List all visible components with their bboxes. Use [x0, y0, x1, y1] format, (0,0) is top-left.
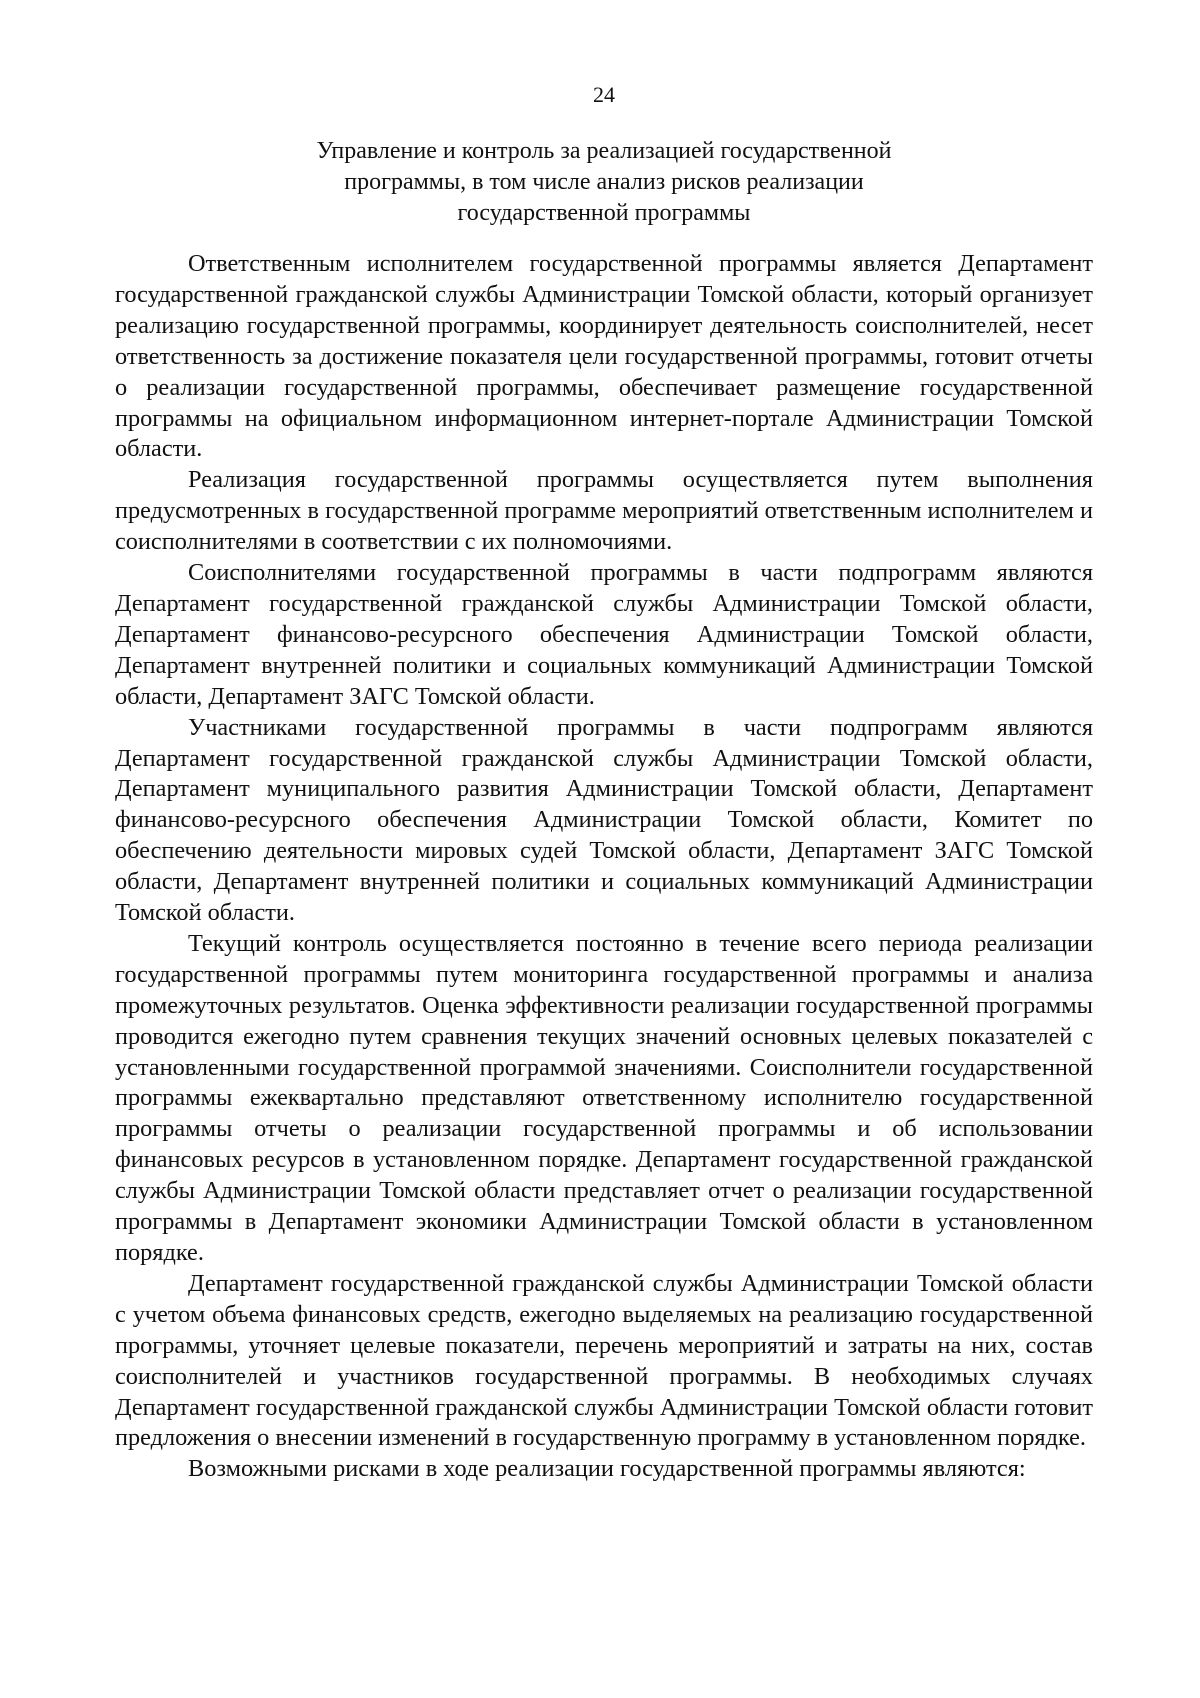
section-heading: [115, 136, 1093, 229]
paragraph-current-control: Текущий контроль осуществляется постоянно в течение всего периода реализации государственной программы путем мониторинга государственной программы и анализа промежуточных результатов. Оценка эффективности реализации государственной программы проводится ежегодно путем сравнения текущих значений основных целевых показателей с установленными государственной программой значениями. Соисполнители государственной программы ежеквартально представляют ответственному исполнителю государственной программы отчеты о реализации государственной программы и об использовании финансовых ресурсов в установленном порядке. Департамент государственной гражданской службы Администрации Томской области представляет отчет о реализации государственной программы в Департамент экономики Администрации Томской области в установленном порядке.: [115, 929, 1093, 1266]
paragraph-co-executors: Соисполнителями государственной программы в части подпрограмм являются Департамент государственной гражданской службы Администрации Томской области, Департамент финансово-ресурсного обеспечения Администрации Томской области, Департамент внутренней политики и социальных коммуникаций Администрации Томской области, Департамент ЗАГС Томской области.: [115, 559, 1093, 710]
heading-line: программы, в том числе анализ рисков реализации: [344, 169, 864, 195]
paragraph-responsible-executor: Ответственным исполнителем государственной программы является Департамент государственной гражданской службы Администрации Томской области, который организует реализацию государственной программы, координирует деятельность соисполнителей, несет ответственность за достижение показателя цели государственной программы, готовит отчеты о реализации государственной программы, обеспечивает размещение государственной программы на официальном информационном интернет-портале Администрации Томской области.: [115, 250, 1093, 463]
paragraph-adjustments: Департамент государственной гражданской службы Администрации Томской области с учетом объема финансовых средств, ежегодно выделяемых на реализацию государственной программы, уточняет целевые показатели, перечень мероприятий и затраты на них, состав соисполнителей и участников государственной программы. В необходимых случаях Департамент государственной гражданской службы Администрации Томской области готовит предложения о внесении изменений в государственную программу в установленном порядке.: [115, 1269, 1093, 1452]
heading-line: Управление и контроль за реализацией государственной: [316, 138, 892, 164]
paragraph-implementation: Реализация государственной программы осуществляется путем выполнения предусмотренных в государственной программе мероприятий ответственным исполнителем и соисполнителями в соответствии с их полномочиями.: [115, 466, 1093, 556]
document-page: [115, 80, 1093, 1485]
paragraph-participants: Участниками государственной программы в части подпрограмм являются Департамент государственной гражданской службы Администрации Томской области, Департамент муниципального развития Администрации Томской области, Департамент финансово-ресурсного обеспечения Администрации Томской области, Комитет по обеспечению деятельности мировых судей Томской области, Департамент ЗАГС Томской области, Департамент внутренней политики и социальных коммуникаций Администрации Томской области.: [115, 713, 1093, 927]
heading-line: государственной программы: [457, 200, 751, 226]
page-number: 24: [593, 82, 615, 107]
paragraph-risks-intro: Возможными рисками в ходе реализации государственной программы являются:: [188, 1455, 1026, 1483]
body-text: [115, 249, 1093, 1485]
